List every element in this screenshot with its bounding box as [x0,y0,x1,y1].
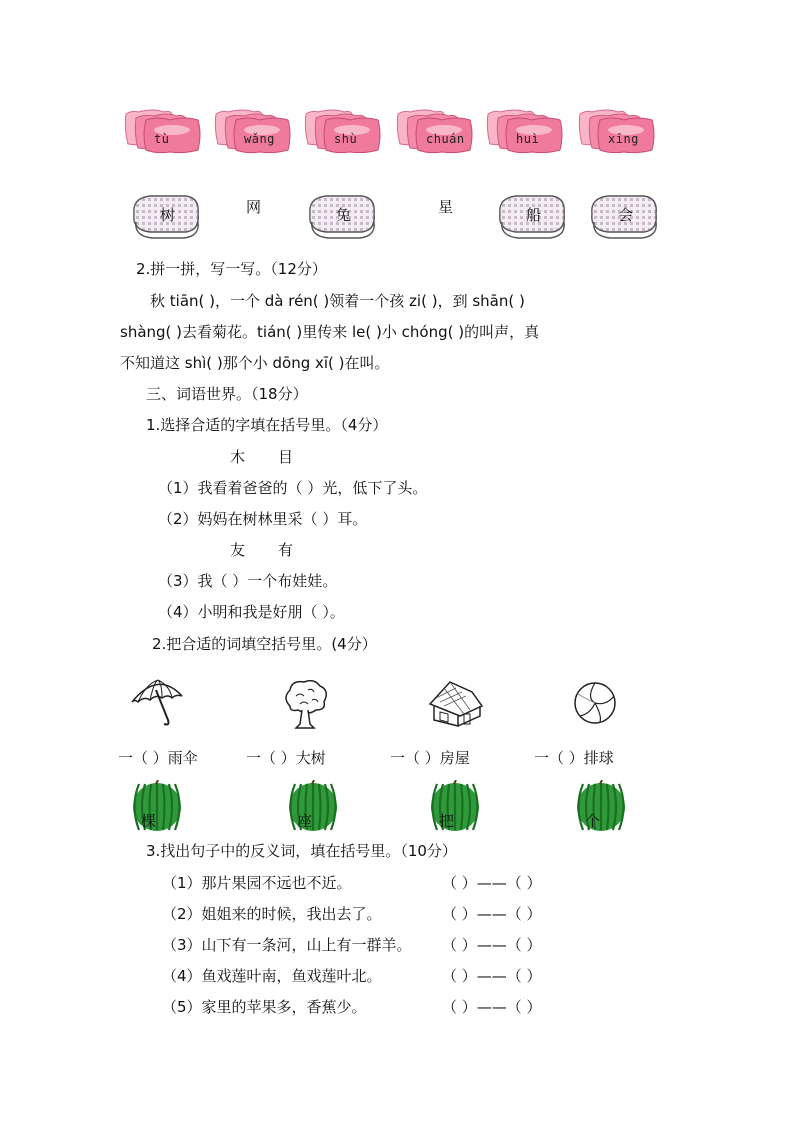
section2-line3: 不知道这 shì( )那个小 dōng xī( )在叫。 [120,354,390,372]
q3-answer-blank: （ ）——（ ） [442,874,542,892]
pillow-icon [486,108,564,154]
blank-house: 一（ ）房屋 [390,749,470,767]
house-icon [426,676,486,728]
section2-line1: 秋 tiān( )，一个 dà rén( )领着一个孩 zi( )，到 shān( ) [150,292,525,310]
q2-heading: 2.把合适的词填空括号里。(4分） [152,635,377,653]
cushion-card [496,192,568,238]
q1-heading: 1.选择合适的字填在括号里。（4分） [146,416,388,434]
watermelon-icon [288,780,338,832]
pillow-icon [396,108,474,154]
q3-sentence: （3）山下有一条河，山上有一群羊。 [162,936,412,954]
blank-umbrella: 一（ ）雨伞 [118,749,198,767]
character-label: 兔 [336,206,352,224]
pinyin-label: tù [154,132,170,146]
pinyin-pillow [396,108,474,154]
character-label: 树 [160,206,176,224]
section2-line2: shàng( )去看菊花。tián( )里传来 le( )小 chóng( )的叫声，真 [120,323,540,341]
blank-tree: 一（ ）大树 [246,749,326,767]
q1-item-2: （2）妈妈在树林里采（ ）耳。 [158,510,368,528]
cushion-card [306,192,378,238]
q3-answer-blank: （ ）——（ ） [442,967,542,985]
pinyin-label: chuán [426,132,465,146]
pinyin-pillow [486,108,564,154]
measure-word-label: 棵 [141,812,157,830]
pinyin-pillow [304,108,382,154]
q1-item-4: （4）小明和我是好朋（ ）。 [158,603,345,621]
measure-word-label: 把 [439,812,455,830]
q1-item-1: （1）我看着爸爸的（ ）光，低下了头。 [158,479,428,497]
blank-volleyball: 一（ ）排球 [534,749,614,767]
character-label: 星 [438,198,454,216]
volleyball-icon [572,680,618,726]
pinyin-label: shù [334,132,358,146]
q1-option-2: 目 [278,448,294,466]
pillow-icon [578,108,656,154]
watermelon-icon [576,780,626,832]
cushion-card [588,192,660,238]
q1-option-4: 有 [278,541,294,559]
measure-word-label: 个 [585,812,601,830]
q3-sentence: （4）鱼戏莲叶南，鱼戏莲叶北。 [162,967,382,985]
pinyin-label: xīng [608,132,639,146]
umbrella-icon [128,676,186,728]
q1-option-3: 友 [230,541,246,559]
watermelon-card [576,780,626,832]
pinyin-pillow [124,108,202,154]
q1-item-3: （3）我（ ）一个布娃娃。 [158,572,338,590]
pinyin-pillow [578,108,656,154]
pillow-icon [124,108,202,154]
character-label: 网 [246,198,262,216]
q3-answer-blank: （ ）——（ ） [442,998,542,1016]
pinyin-label: wǎng [244,132,275,146]
cushion-card [130,192,202,238]
pillow-icon [304,108,382,154]
watermelon-icon [430,780,480,832]
section3-heading: 三、词语世界。（18分） [146,385,308,403]
watermelon-card [430,780,480,832]
q3-answer-blank: （ ）——（ ） [442,905,542,923]
watermelon-icon [132,780,182,832]
pinyin-pillow [214,108,292,154]
q1-option-1: 木 [230,448,246,466]
character-label: 会 [618,206,634,224]
pillow-icon [214,108,292,154]
pinyin-label: huì [516,132,540,146]
character-label: 船 [526,206,542,224]
q3-sentence: （1）那片果园不远也不近。 [162,874,352,892]
q3-sentence: （5）家里的苹果多，香蕉少。 [162,998,367,1016]
q3-heading: 3.找出句子中的反义词，填在括号里。（10分） [146,842,457,860]
q3-sentence: （2）姐姐来的时候，我出去了。 [162,905,382,923]
watermelon-card [132,780,182,832]
measure-word-label: 座 [297,812,313,830]
watermelon-card [288,780,338,832]
section2-heading: 2.拼一拼，写一写。（12分） [136,260,327,278]
tree-icon [282,678,330,730]
q3-answer-blank: （ ）——（ ） [442,936,542,954]
